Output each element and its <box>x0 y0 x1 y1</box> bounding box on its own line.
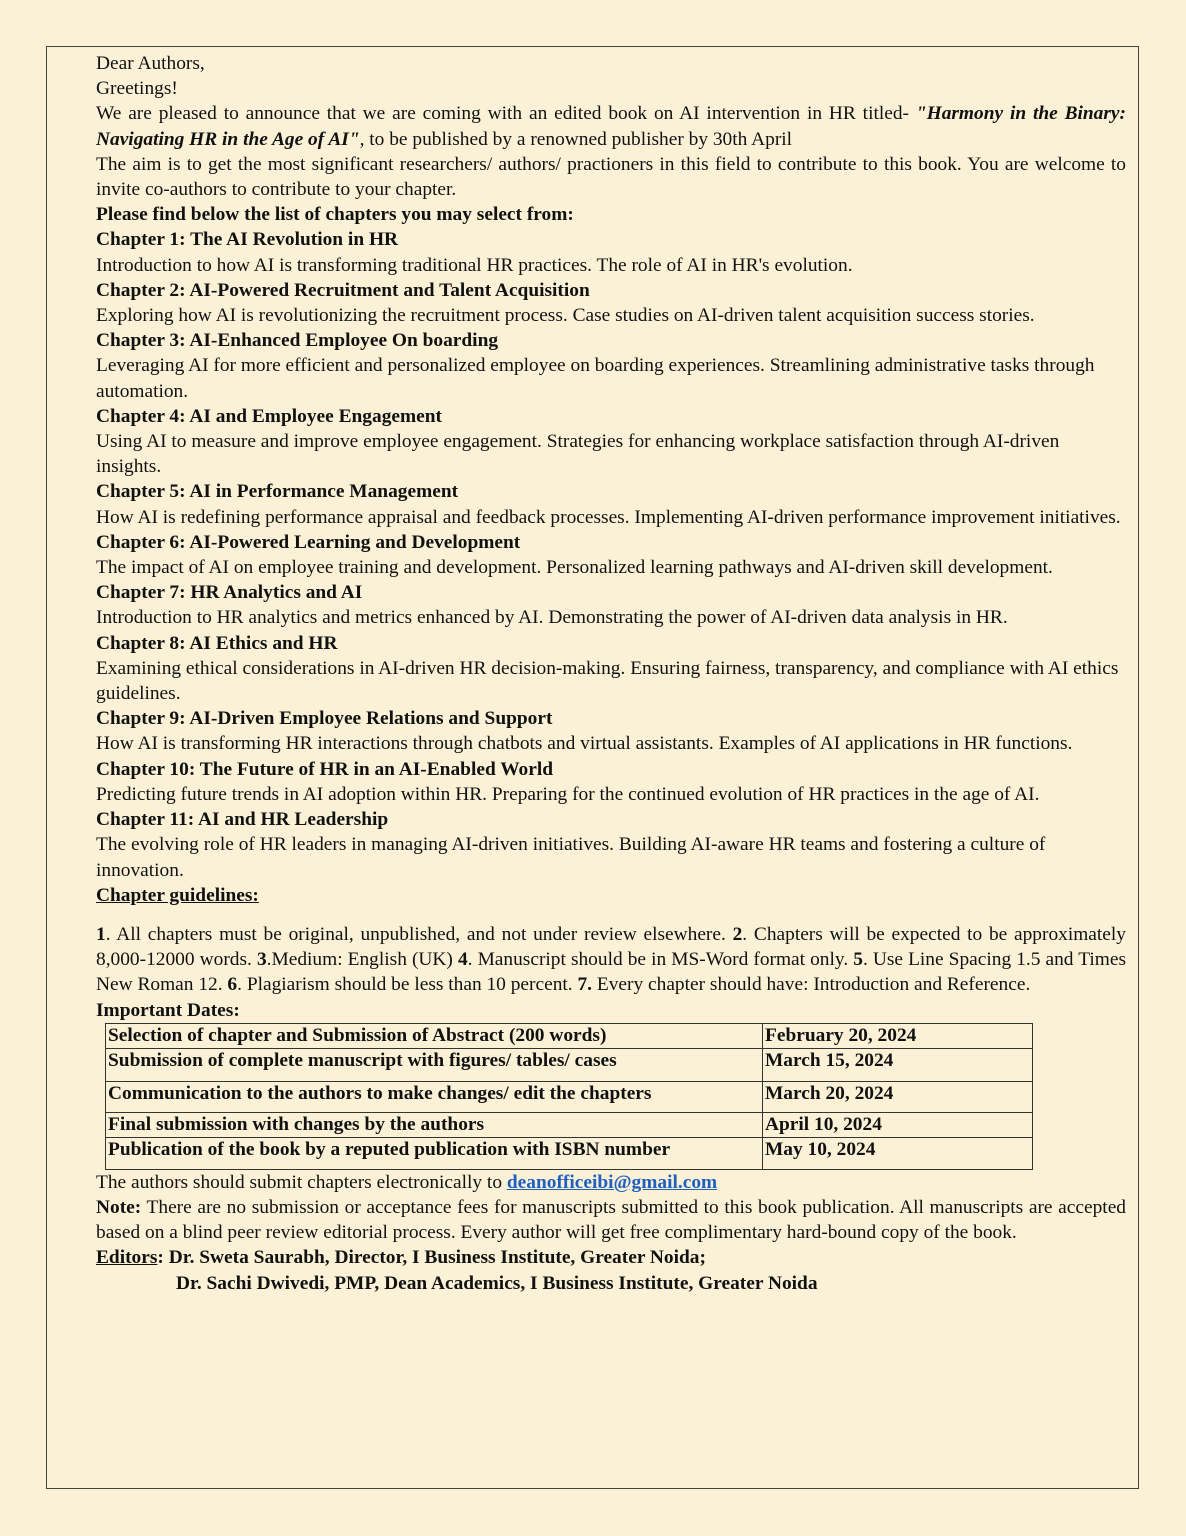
submission-text: The authors should submit chapters electronically to <box>96 1171 507 1193</box>
chapter-desc: The evolving role of HR leaders in managing AI-driven initiatives. Building AI-aware HR teams and fostering a culture of innovation. <box>96 834 1046 881</box>
dates-table <box>105 1023 1033 1170</box>
chapter-list <box>96 227 1126 882</box>
salutation: Dear Authors, <box>96 53 205 74</box>
note-text: There are no submission or acceptance fees for manuscripts submitted to this book publication. All manuscripts are accepted based on a blind peer review editorial process. Every author will get free complimentary hard-bound copy of the book. <box>96 1196 1126 1244</box>
date-cell: March 15, 2024 <box>763 1048 1033 1081</box>
date-cell: March 20, 2024 <box>763 1081 1033 1112</box>
chapter-desc: Introduction to how AI is transforming traditional HR practices. The role of AI in HR's evolution. <box>96 254 853 276</box>
dates-heading: Important Dates: <box>96 999 240 1021</box>
chapter-desc: How AI is redefining performance appraisal and feedback processes. Implementing AI-driven performance improvement initiatives. <box>96 506 1121 528</box>
event-cell: Publication of the book by a reputed publication with ISBN number <box>106 1137 763 1169</box>
date-cell: May 10, 2024 <box>763 1137 1033 1169</box>
editors-line-1 <box>96 1245 1126 1270</box>
guideline-text: . Use Line Spacing 1.5 and Times New Roman 12. <box>96 949 1126 996</box>
editors-colon: : <box>157 1247 164 1269</box>
chapter-title: Chapter 4: AI and Employee Engagement <box>96 405 442 427</box>
chapter-title: Chapter 9: AI-Driven Employee Relations and Support <box>96 708 553 730</box>
chapter-title: Chapter 10: The Future of HR in an AI-Enabled World <box>96 758 554 780</box>
chapters-heading: Please find below the list of chapters you may select from: <box>96 204 574 226</box>
intro-paragraph <box>96 101 1126 151</box>
chapter-desc: Leveraging AI for more efficient and personalized employee on boarding experiences. Streamlining administrative tasks through automation. <box>96 355 1095 402</box>
intro-after: , to be published by a renowned publisher by 30th April <box>359 128 793 150</box>
table-row <box>106 1081 1033 1112</box>
date-cell: February 20, 2024 <box>763 1023 1033 1048</box>
chapter-item <box>96 328 1126 404</box>
chapter-title: Chapter 7: HR Analytics and AI <box>96 582 363 604</box>
event-cell: Final submission with changes by the authors <box>106 1112 763 1137</box>
chapter-desc: Predicting future trends in AI adoption within HR. Preparing for the continued evolution of HR practices in the age of AI. <box>96 783 1040 805</box>
chapter-title: Chapter 2: AI-Powered Recruitment and Talent Acquisition <box>96 279 590 301</box>
chapter-item <box>96 706 1126 756</box>
table-row <box>106 1137 1033 1169</box>
table-row <box>106 1023 1033 1048</box>
guidelines-paragraph <box>96 922 1126 998</box>
guideline-number: 1 <box>96 923 106 945</box>
chapter-item <box>96 807 1126 883</box>
date-cell: April 10, 2024 <box>763 1112 1033 1137</box>
editors-line-2: Dr. Sachi Dwivedi, PMP, Dean Academics, I Business Institute, Greater Noida <box>176 1272 818 1294</box>
chapter-title: Chapter 3: AI-Enhanced Employee On boarding <box>96 330 499 352</box>
chapter-desc: Using AI to measure and improve employee engagement. Strategies for enhancing workplace satisfaction through AI-driven insights. <box>96 431 1060 478</box>
guideline-text: . Manuscript should be in MS-Word format only. <box>467 949 854 971</box>
guideline-text: Every chapter should have: Introduction and Reference. <box>592 974 1031 996</box>
chapter-item <box>96 757 1126 807</box>
note-label: Note: <box>96 1196 142 1218</box>
chapter-item <box>96 580 1126 630</box>
chapter-desc: Exploring how AI is revolutionizing the recruitment process. Case studies on AI-driven talent acquisition success stories. <box>96 305 1035 327</box>
guideline-number: 5 <box>853 949 863 971</box>
guideline-text: . Chapters will be expected to be approximately 8,000-12000 words. <box>96 923 1126 971</box>
intro-before: We are pleased to announce that we are coming with an edited book on AI intervention in HR titled- <box>96 103 916 125</box>
spacer <box>96 908 1126 922</box>
chapter-desc: How AI is transforming HR interactions through chatbots and virtual assistants. Examples of AI applications in HR functions. <box>96 733 1073 755</box>
greeting: Greetings! <box>96 78 178 100</box>
submission-line <box>96 1170 1126 1195</box>
chapter-desc: The impact of AI on employee training and development. Personalized learning pathways and AI-driven skill development. <box>96 557 1053 579</box>
guideline-number: 6 <box>227 974 238 996</box>
guideline-text: .Medium: English (UK) <box>266 949 458 971</box>
book-title: "Harmony in the Binary: Navigating HR in the Age of AI" <box>96 103 1126 150</box>
chapter-title: Chapter 6: AI-Powered Learning and Development <box>96 531 521 553</box>
guideline-number: 3 <box>256 949 267 971</box>
guideline-text: . Plagiarism should be less than 10 percent. <box>237 974 578 996</box>
chapter-item <box>96 278 1126 328</box>
table-row <box>106 1112 1033 1137</box>
event-cell: Submission of complete manuscript with figures/ tables/ cases <box>106 1048 763 1081</box>
editor-1: Dr. Sweta Saurabh, Director, I Business Institute, Greater Noida; <box>163 1247 706 1269</box>
letter-body <box>96 51 1126 1296</box>
chapter-title: Chapter 1: The AI Revolution in HR <box>96 229 399 251</box>
guideline-number: 7. <box>577 974 593 996</box>
event-cell: Communication to the authors to make changes/ edit the chapters <box>106 1081 763 1112</box>
chapter-item <box>96 479 1126 529</box>
chapter-item <box>96 227 1126 277</box>
chapter-title: Chapter 11: AI and HR Leadership <box>96 809 389 831</box>
chapter-item <box>96 631 1126 707</box>
guidelines-heading: Chapter guidelines: <box>96 884 259 906</box>
chapter-title: Chapter 8: AI Ethics and HR <box>96 632 338 654</box>
chapter-item <box>96 530 1126 580</box>
chapter-title: Chapter 5: AI in Performance Management <box>96 481 459 503</box>
guideline-text: . All chapters must be original, unpublished, and not under review elsewhere. <box>105 923 733 945</box>
event-cell: Selection of chapter and Submission of Abstract (200 words) <box>106 1023 763 1048</box>
editors-label: Editors <box>96 1247 158 1269</box>
chapter-desc: Introduction to HR analytics and metrics enhanced by AI. Demonstrating the power of AI-driven data analysis in HR. <box>96 607 1008 629</box>
note-paragraph <box>96 1195 1126 1245</box>
table-row <box>106 1048 1033 1081</box>
guideline-number: 2 <box>732 923 743 945</box>
chapter-desc: Examining ethical considerations in AI-driven HR decision-making. Ensuring fairness, transparency, and compliance with AI ethics guidelines. <box>96 657 1119 705</box>
email-link[interactable]: deanofficeibi@gmail.com <box>506 1171 718 1193</box>
guideline-number: 4 <box>457 949 468 971</box>
chapter-item <box>96 404 1126 480</box>
aim-paragraph: The aim is to get the most significant researchers/ authors/ practioners in this field to contribute to this book. You are welcome to invite co-authors to contribute to your chapter. <box>96 153 1126 201</box>
